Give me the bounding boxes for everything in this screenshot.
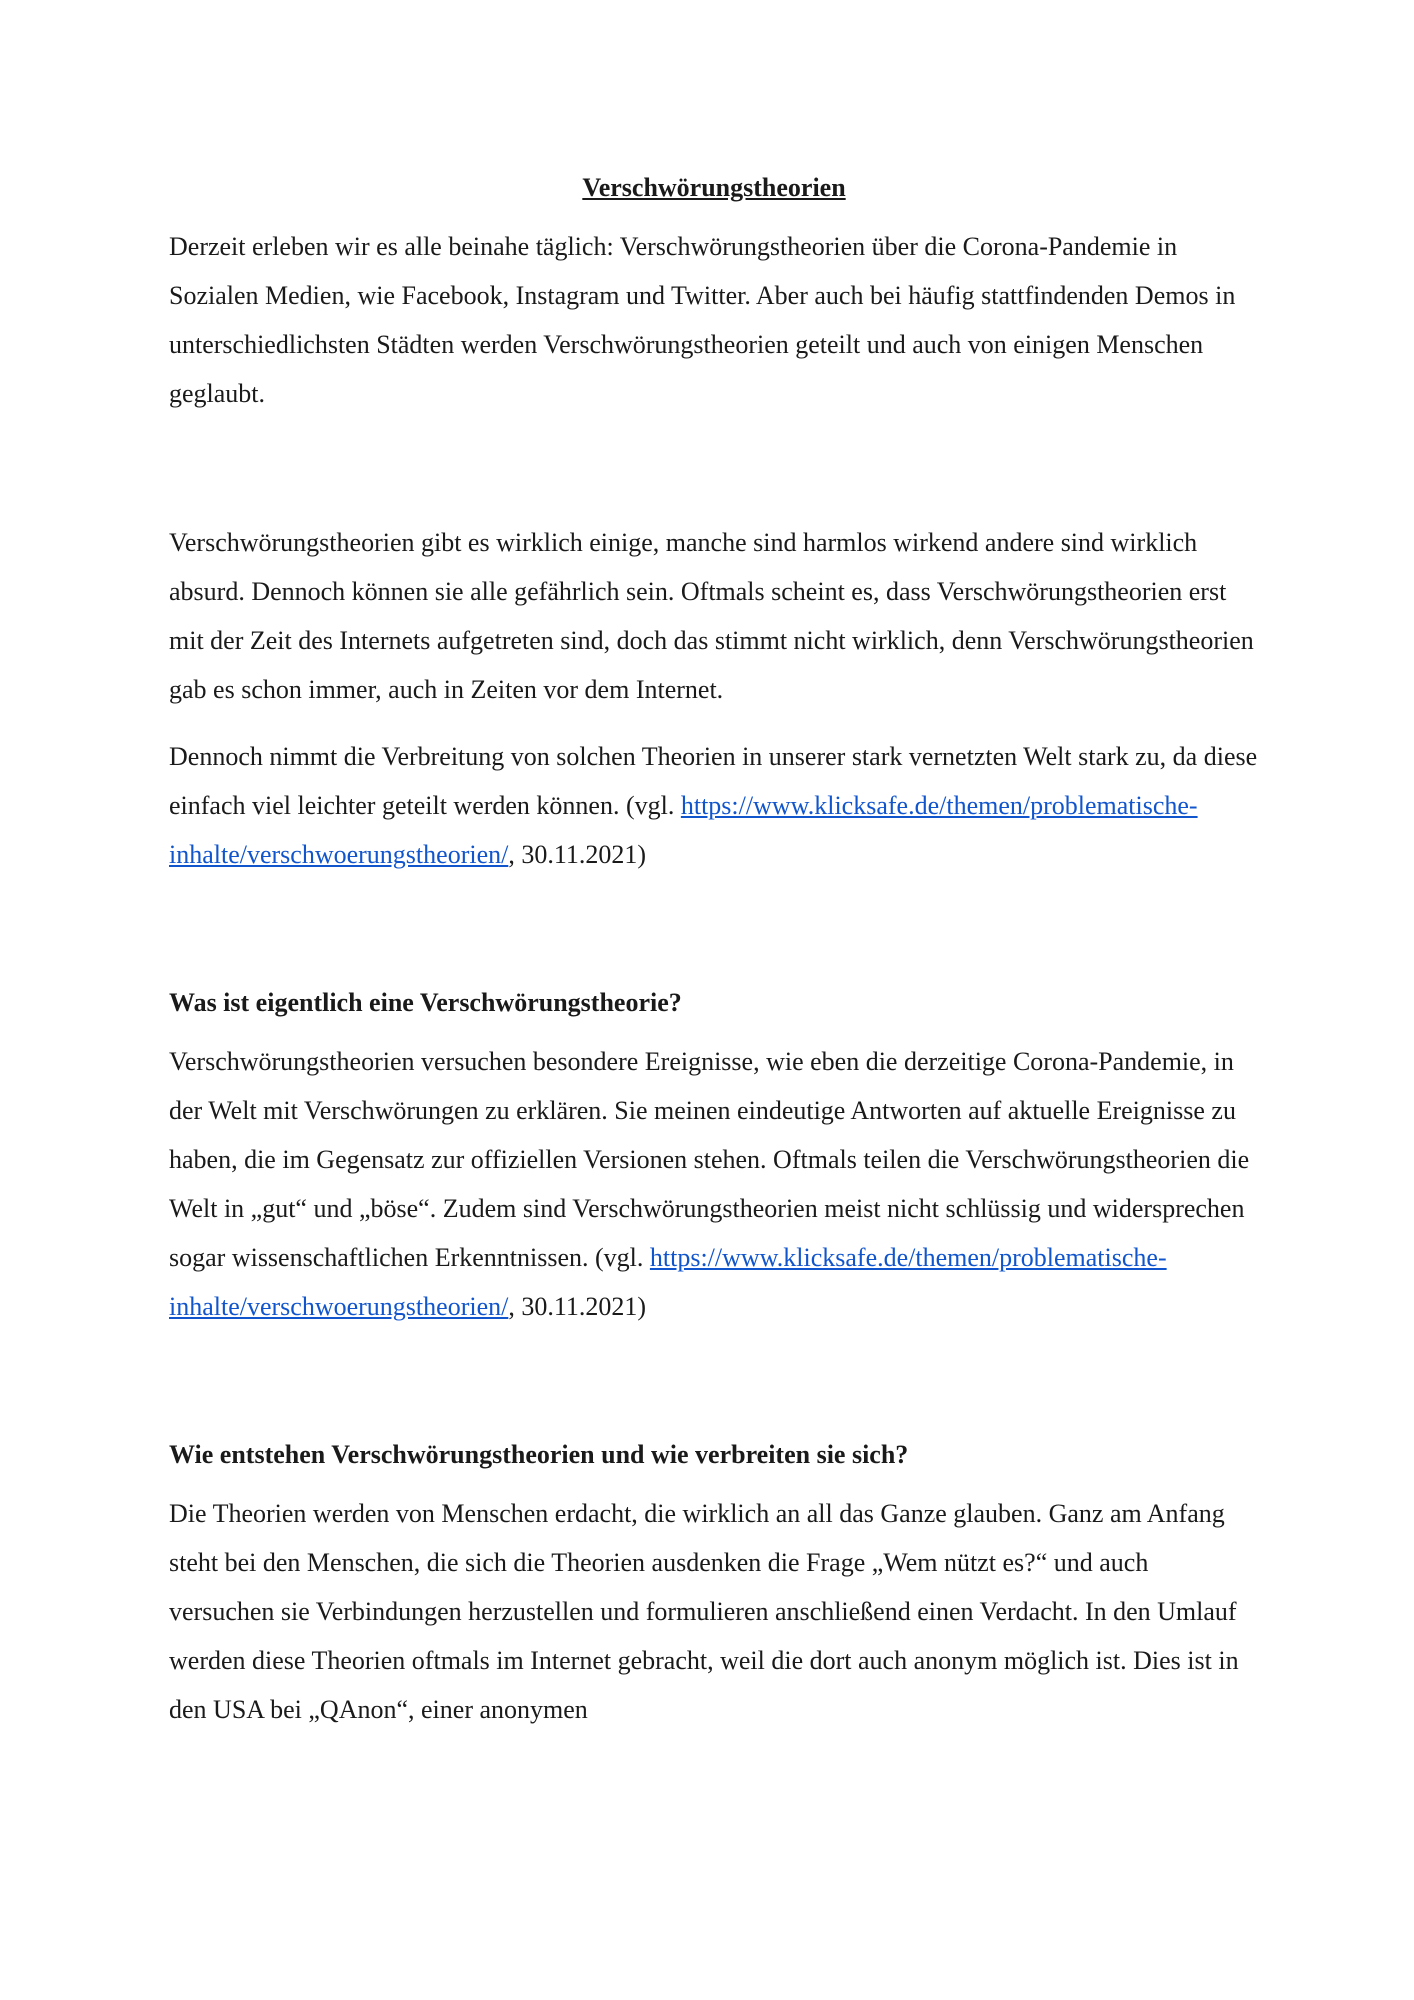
source-date-1: , 30.11.2021): [508, 840, 647, 869]
source-link-1[interactable]: https://www.klicksafe.de/themen/problematische-inhalte/verschwoerungstheorien/: [169, 791, 1198, 869]
paragraph-spread-text: Dennoch nimmt die Verbreitung von solchen Theorien in unserer stark vernetzten Welt stark zu, da diese einfach viel leichter geteilt werden können. (vgl.: [169, 742, 1258, 820]
paragraph-intro: Derzeit erleben wir es alle beinahe täglich: Verschwörungstheorien über die Corona-Pandemie in Sozialen Medien, wie Facebook, Instagram und Twitter. Aber auch bei häufig stattfindenden Demos in unterschiedlichsten Städten werden Verschwörungstheorien geteilt und auch von einigen Menschen geglaubt.: [169, 232, 1236, 408]
heading-origin: Wie entstehen Verschwörungstheorien und wie verbreiten sie sich?: [169, 1440, 909, 1469]
paragraph-definition-text: Verschwörungstheorien versuchen besondere Ereignisse, wie eben die derzeitige Corona-Pandemie, in der Welt mit Verschwörungen zu erklären. Sie meinen eindeutige Antworten auf aktuelle Ereignisse zu haben, die im Gegensatz zur offiziellen Versionen stehen. Oftmals teilen die Verschwörungstheorien die Welt in „gut“ und „böse“. Zudem sind Verschwörungstheorien meist nicht schlüssig und widersprechen sogar wissenschaftlichen Erkenntnissen. (vgl.: [169, 1047, 1250, 1272]
paragraph-spread: [169, 732, 1259, 879]
document-body: [169, 168, 1259, 1734]
heading-definition: Was ist eigentlich eine Verschwörungstheorie?: [169, 988, 682, 1017]
paragraph-overview: Verschwörungstheorien gibt es wirklich einige, manche sind harmlos wirkend andere sind wirklich absurd. Dennoch können sie alle gefährlich sein. Oftmals scheint es, dass Verschwörungstheorien erst mit der Zeit des Internets aufgetreten sind, doch das stimmt nicht wirklich, denn Verschwörungstheorien gab es schon immer, auch in Zeiten vor dem Internet.: [169, 528, 1254, 704]
source-date-2: , 30.11.2021): [508, 1292, 647, 1321]
paragraph-origin: Die Theorien werden von Menschen erdacht, die wirklich an all das Ganze glauben. Ganz am Anfang steht bei den Menschen, die sich die Theorien ausdenken die Frage „Wem nützt es?“ und auch versuchen sie Verbindungen herzustellen und formulieren anschließend einen Verdacht. In den Umlauf werden diese Theorien oftmals im Internet gebracht, weil die dort auch anonym möglich ist. Dies ist in den USA bei „QAnon“, einer anonymen: [169, 1499, 1239, 1724]
source-link-2[interactable]: https://www.klicksafe.de/themen/problematische-inhalte/verschwoerungstheorien/: [169, 1243, 1167, 1321]
document-title: Verschwörungstheorien: [582, 173, 846, 202]
paragraph-definition: [169, 1037, 1259, 1331]
